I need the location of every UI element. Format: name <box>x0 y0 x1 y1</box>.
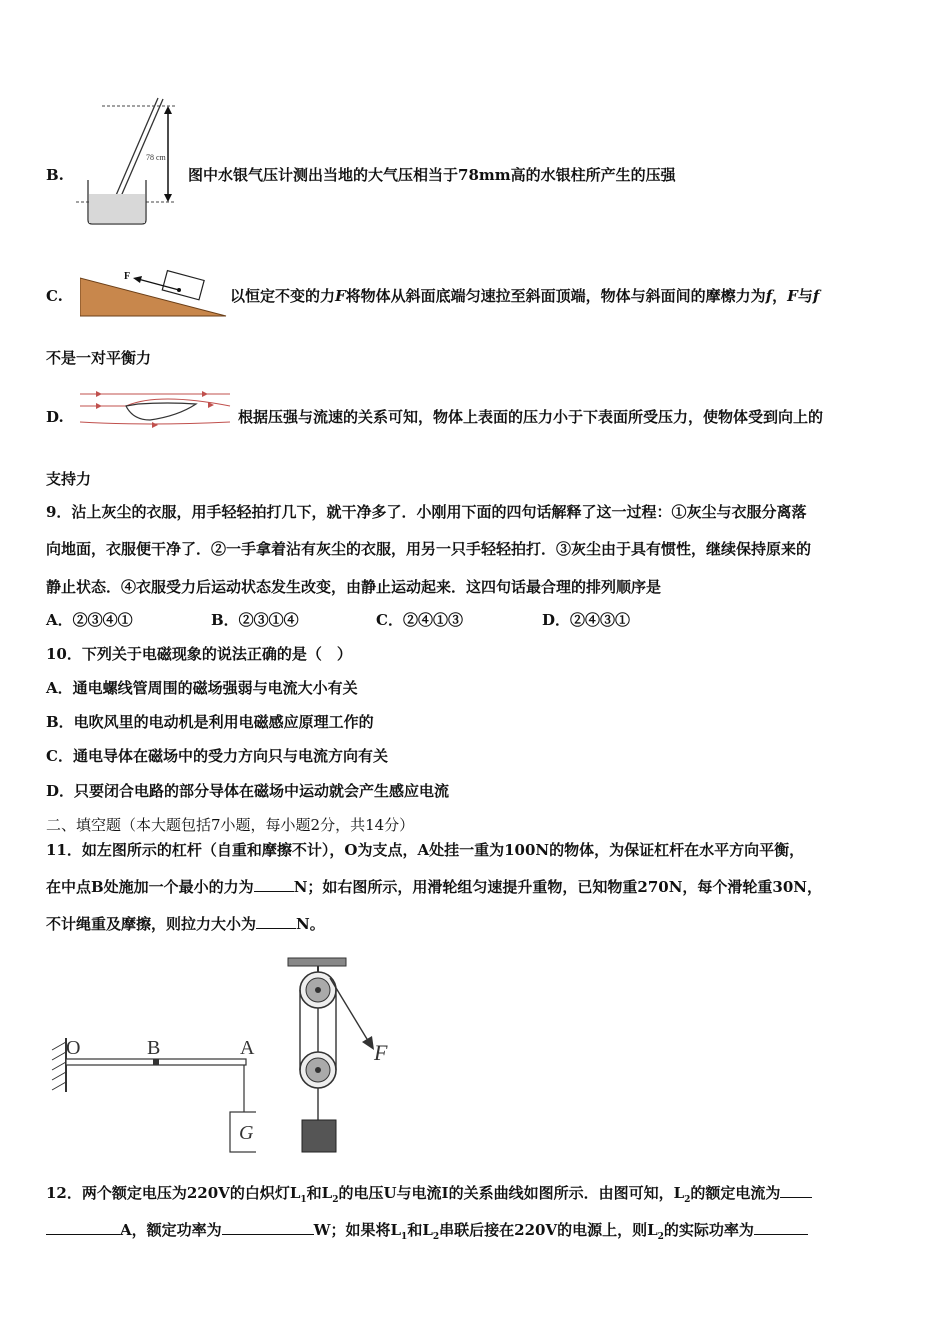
q12-line-2d: 串联后接在220V的电源上，则L <box>439 1221 658 1239</box>
c-text-2: 将物体从斜面底端匀速拉至斜面顶端，物体与斜面间的摩檫力为 <box>345 287 766 305</box>
option-c-text-cont: 不是一对平衡力 <box>46 349 152 367</box>
lever-label-a: A <box>240 1037 255 1059</box>
q9-option-a: A．②③④① <box>46 611 133 629</box>
q12-sub-3: 2 <box>684 1195 691 1205</box>
answer-blank-6[interactable] <box>754 1220 808 1235</box>
q10-option-b: B．电吹风里的电动机是利用电磁感应原理工作的 <box>46 713 374 731</box>
option-c-label: C. <box>46 287 63 305</box>
q12-line-1a: 12．两个额定电压为220V的白炽灯L <box>46 1184 301 1202</box>
option-d-label: D. <box>46 408 64 426</box>
option-d-text-cont: 支持力 <box>46 470 92 488</box>
q12-sub-2: 2 <box>332 1195 339 1205</box>
c-text-f2: f <box>765 287 773 305</box>
q12-line-2b: W；如果将L <box>313 1221 402 1239</box>
pulley-label-f: F <box>374 1040 388 1065</box>
answer-blank-2[interactable] <box>256 914 296 929</box>
answer-blank-1[interactable] <box>254 877 294 892</box>
q12-line-2e: 的实际功率为 <box>663 1221 754 1239</box>
c-text-f1: F <box>335 287 346 305</box>
incline-figure <box>80 246 230 318</box>
q11-line-2b: N；如右图所示，用滑轮组匀速提升重物，已知物重270N，每个滑轮重30N， <box>293 878 823 896</box>
q10-option-c: C．通电导体在磁场中的受力方向只与电流方向有关 <box>46 747 388 765</box>
q11-line-3a: 不计绳重及摩擦，则拉力大小为 <box>46 915 257 933</box>
q9-option-b: B．②③①④ <box>211 611 299 629</box>
q9-line-2: 向地面，衣服便干净了．②一手拿着沾有灰尘的衣服，用另一只手轻轻拍打．③灰尘由于具有惯性，继续保持原来的 <box>46 540 812 558</box>
answer-blank-4[interactable] <box>46 1220 120 1235</box>
q11-line-3b: N。 <box>296 915 325 933</box>
wing-airflow-figure <box>78 386 236 430</box>
q9-option-d: D．②④③① <box>542 611 631 629</box>
c-text-f3: F <box>787 287 798 305</box>
section-heading: 二、填空题（本大题包括7小题，每小题2分，共14分） <box>46 816 415 834</box>
q12-line-1d: 的额定电流为 <box>690 1184 781 1202</box>
option-b-label: B. <box>46 166 64 184</box>
q9-line-1: 9．沾上灰尘的衣服，用手轻轻拍打几下，就干净多了．小刚用下面的四句话解释了这一过程：①灰尘与衣服分离落 <box>46 503 807 521</box>
q11-line-2 <box>46 877 822 897</box>
incline-force-label: F <box>124 271 131 282</box>
q10-stem: 10．下列关于电磁现象的说法正确的是（ ） <box>46 645 352 663</box>
q12-sub-1: 1 <box>300 1195 307 1205</box>
q9-line-3: 静止状态．④衣服受力后运动状态发生改变，由静止运动起来．这四句话最合理的排列顺序是 <box>46 578 662 596</box>
barometer-figure <box>76 96 186 228</box>
q12-line-1b: 和L <box>306 1184 333 1202</box>
q12-line-2a: A，额定功率为 <box>120 1221 222 1239</box>
option-d-text: 根据压强与流速的关系可知，物体上表面的压力小于下表面所受压力，使物体受到向上的 <box>238 408 824 426</box>
q12-sub-6: 2 <box>657 1232 664 1242</box>
q12-sub-5: 2 <box>432 1232 440 1242</box>
c-text-1: 以恒定不变的力 <box>230 287 336 305</box>
c-text-f4: f <box>812 287 820 305</box>
option-c-text <box>230 286 819 306</box>
pulley-figure <box>280 950 410 1160</box>
lever-label-b: B <box>147 1037 161 1059</box>
lever-label-o: O <box>66 1037 81 1059</box>
c-text-4: 与 <box>797 287 813 305</box>
barometer-height-label: 78 cm <box>146 153 166 162</box>
lever-figure <box>46 1030 256 1160</box>
q12-line-2c: 和L <box>407 1221 433 1239</box>
answer-blank-5[interactable] <box>222 1220 314 1235</box>
c-text-3: ， <box>772 287 788 305</box>
q12-sub-4: 1 <box>401 1232 408 1242</box>
q12-line-2 <box>46 1220 808 1247</box>
q10-option-a: A．通电螺线管周围的磁场强弱与电流大小有关 <box>46 679 358 697</box>
q10-option-d: D．只要闭合电路的部分导体在磁场中运动就会产生感应电流 <box>46 782 450 800</box>
q9-option-c: C．②④①③ <box>376 611 463 629</box>
q12-line-1 <box>46 1183 812 1210</box>
answer-blank-3[interactable] <box>780 1183 812 1198</box>
lever-label-g: G <box>239 1122 254 1144</box>
option-b-text: 图中水银气压计测出当地的大气压相当于78mm高的水银柱所产生的压强 <box>188 166 676 184</box>
q11-line-1: 11．如左图所示的杠杆（自重和摩擦不计），O为支点，A处挂一重为100N的物体，为保证杠杆在水平方向平衡， <box>46 841 805 859</box>
q12-line-1c: 的电压U与电流I的关系曲线如图所示．由图可知，L <box>338 1184 685 1202</box>
q11-line-2a: 在中点B处施加一个最小的力为 <box>46 878 254 896</box>
q11-line-3 <box>46 914 325 934</box>
